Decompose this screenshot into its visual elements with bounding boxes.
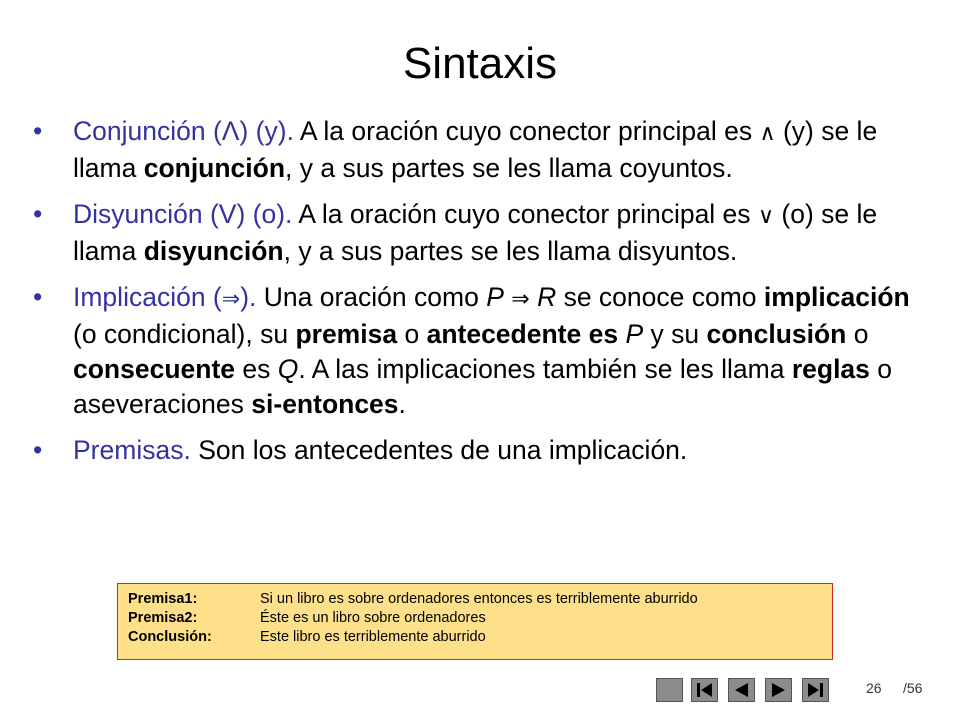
example-text: Éste es un libro sobre ordenadores — [260, 610, 486, 626]
bullet-term: Conjunción (Λ) (y). — [73, 116, 294, 146]
previous-page-icon[interactable] — [728, 678, 755, 702]
bullet-text: y su — [650, 319, 700, 349]
bullet-text: (o) se le llama — [73, 199, 878, 266]
bullet-bold: si-entonces — [251, 389, 399, 419]
var-q: Q — [277, 354, 299, 384]
example-text: Este libro es terriblemente aburrido — [260, 629, 486, 645]
bullet-text: (o condicional), su — [73, 319, 289, 349]
example-row — [128, 628, 832, 647]
bullet-text: A la oración cuyo conector principal es — [299, 116, 753, 146]
bullet-text: . A las implicaciones también se les llama — [298, 354, 785, 384]
var-r: R — [537, 282, 557, 312]
example-label: Premisa2: — [128, 610, 198, 626]
and-symbol: ∧ — [759, 121, 776, 146]
first-page-icon[interactable] — [691, 678, 718, 702]
bullet-text: Son los antecedentes de una implicación. — [198, 435, 688, 465]
bullet-bold: implicación — [763, 282, 910, 312]
bullet-term — [73, 282, 256, 312]
bullet-term-close: ). — [240, 282, 257, 312]
bullet-term-open: Implicación ( — [73, 282, 222, 312]
bullet-disyuncion — [30, 197, 930, 269]
bullet-bold: premisa — [295, 319, 398, 349]
bullet-dot: • — [33, 199, 43, 229]
bullet-conjuncion — [30, 114, 930, 186]
example-row — [128, 609, 832, 628]
bullet-term: Disyunción (V) (o). — [73, 199, 293, 229]
bullet-text: (y) se le llama — [73, 116, 878, 183]
last-page-icon[interactable] — [802, 678, 829, 702]
bullet-text: Una oración como — [263, 282, 479, 312]
example-row — [128, 590, 832, 609]
bullet-dot: • — [33, 282, 43, 312]
or-symbol: ∨ — [757, 204, 775, 229]
bullet-text: se conoce como — [563, 282, 757, 312]
page-total: /56 — [903, 680, 923, 696]
bullet-bold: consecuente — [73, 354, 236, 384]
bullet-term: Premisas. — [73, 435, 191, 465]
bullet-bold: antecedente es — [426, 319, 619, 349]
bullet-text: o — [853, 319, 869, 349]
bullet-text: es — [242, 354, 271, 384]
bullet-text: , y a sus partes se les llama disyuntos. — [283, 236, 738, 266]
example-label: Premisa1: — [128, 591, 198, 607]
example-box — [117, 583, 833, 660]
bullet-bold: conclusión — [706, 319, 847, 349]
bullet-text: o aseveraciones — [73, 354, 893, 419]
bullet-implicacion — [30, 280, 930, 422]
blank-square-icon[interactable] — [656, 678, 683, 702]
bullet-dot: • — [33, 435, 43, 465]
bullet-premisas — [30, 433, 930, 468]
bullet-bold: conjunción — [143, 153, 286, 183]
var-p: P — [486, 282, 504, 312]
implies-symbol: ⇒ — [221, 287, 241, 312]
bullet-text: A la oración cuyo conector principal es — [298, 199, 751, 229]
bullet-dot: • — [33, 116, 43, 146]
bullet-list — [30, 114, 930, 468]
bullet-text: o — [404, 319, 420, 349]
var-p: P — [625, 319, 644, 349]
bullet-text: , y a sus partes se les llama coyuntos. — [285, 153, 733, 183]
bullet-text: . — [398, 389, 406, 419]
slide-title: Sintaxis — [402, 39, 558, 88]
next-page-icon[interactable] — [765, 678, 792, 702]
example-text: Si un libro es sobre ordenadores entonces es terriblemente aburrido — [260, 591, 698, 607]
page-number: 26 — [866, 680, 882, 696]
bullet-bold: disyunción — [143, 236, 284, 266]
bullet-bold: reglas — [791, 354, 870, 384]
implies-symbol: ⇒ — [511, 287, 530, 312]
example-label: Conclusión: — [128, 629, 212, 645]
